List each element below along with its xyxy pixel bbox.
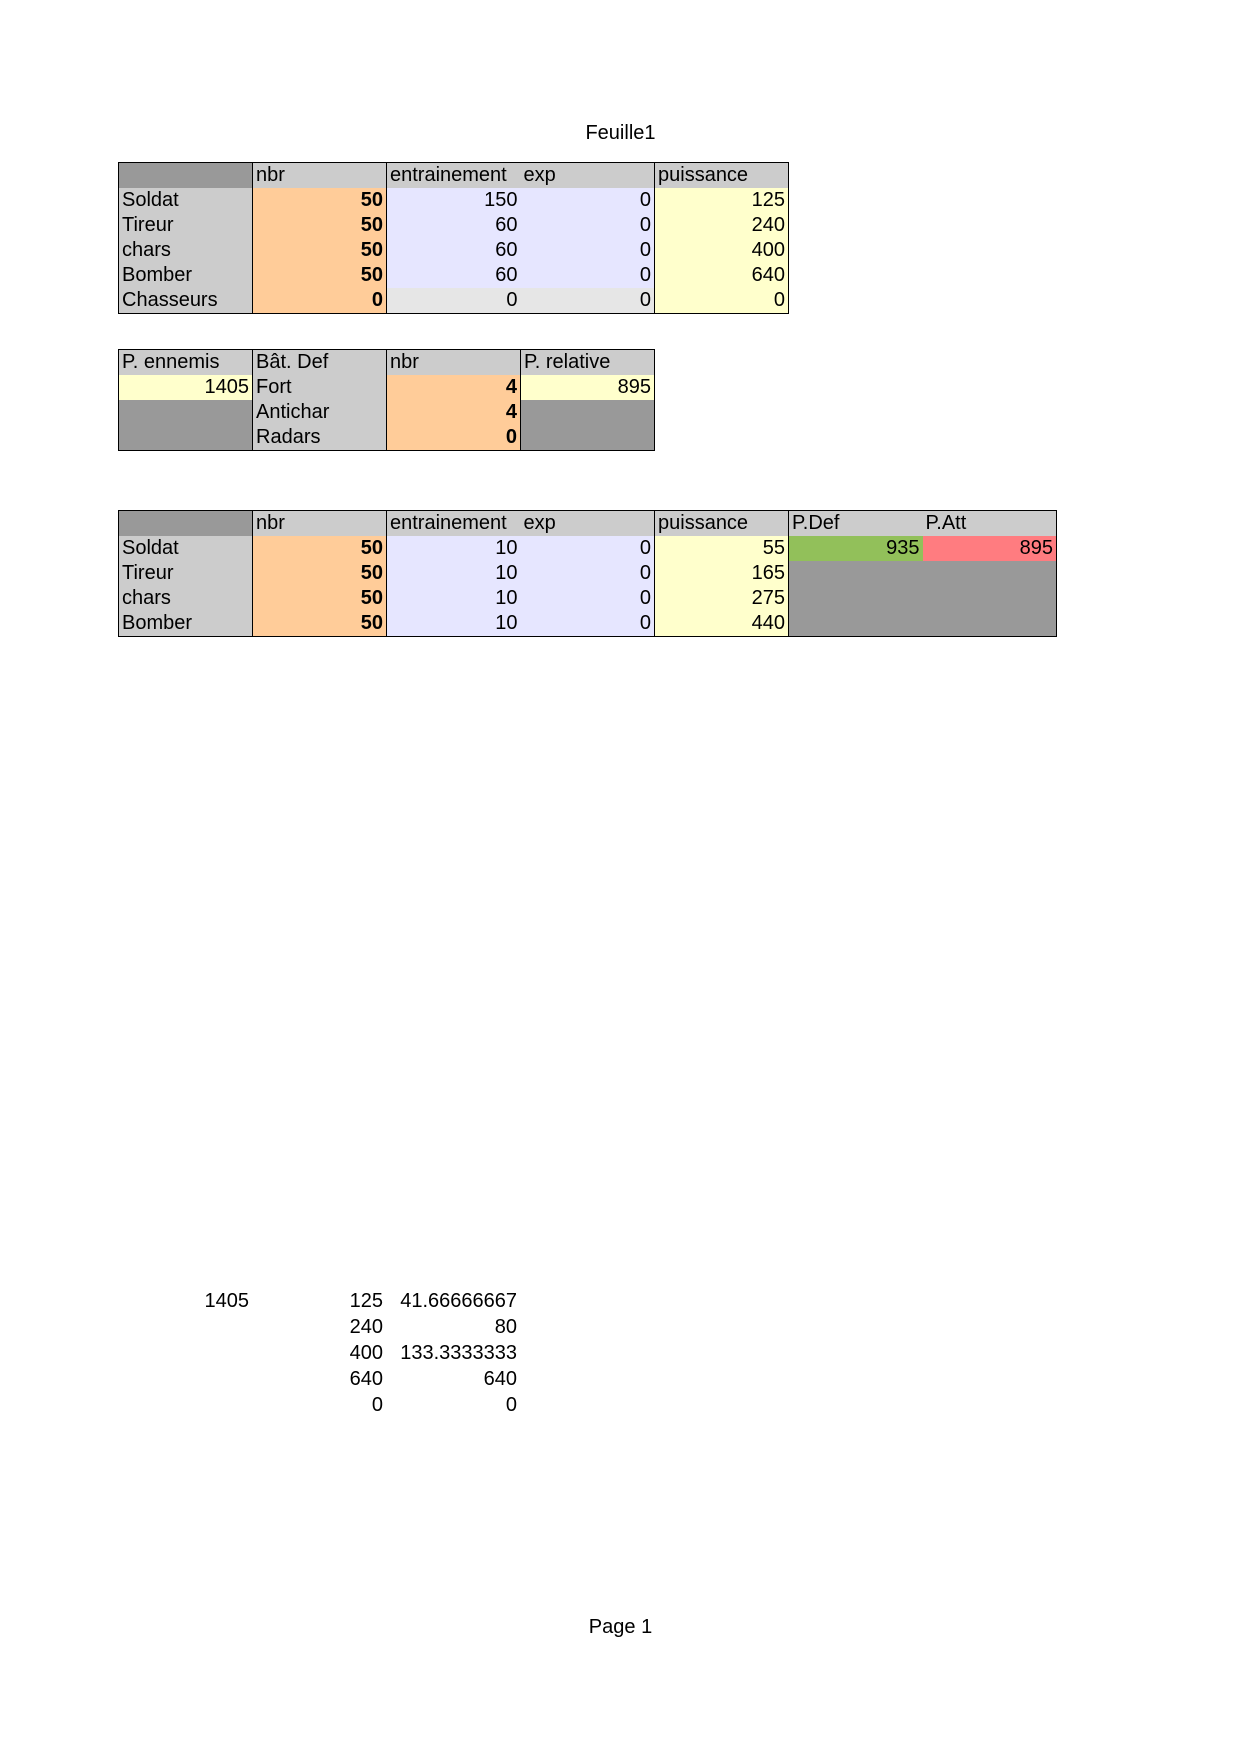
building-label[interactable]: Antichar (253, 400, 387, 425)
building-label[interactable]: Radars (253, 425, 387, 451)
defense-units-table (118, 510, 1057, 637)
calc-value-a[interactable]: 400 (349, 1342, 383, 1364)
exp-cell[interactable]: 0 (521, 536, 655, 561)
puissance-cell[interactable]: 640 (655, 263, 789, 288)
nbr-cell[interactable]: 4 (387, 400, 521, 425)
header-nbr[interactable]: nbr (253, 163, 387, 189)
empty-cell[interactable] (789, 611, 923, 637)
table-row (119, 263, 789, 288)
row-label[interactable]: Tireur (119, 213, 253, 238)
header-exp[interactable]: exp (521, 163, 655, 189)
table-row (119, 536, 1057, 561)
nbr-cell[interactable]: 50 (253, 561, 387, 586)
exp-cell[interactable]: 0 (521, 188, 655, 213)
nbr-cell[interactable]: 50 (253, 586, 387, 611)
empty-cell[interactable] (521, 400, 655, 425)
exp-cell[interactable]: 0 (521, 238, 655, 263)
row-label[interactable]: chars (119, 238, 253, 263)
entrainement-cell[interactable]: 0 (387, 288, 521, 314)
p-att-value[interactable]: 895 (923, 536, 1057, 561)
nbr-cell[interactable]: 50 (253, 611, 387, 637)
attack-units-table (118, 162, 789, 314)
page-title: Feuille1 (585, 122, 656, 144)
nbr-cell[interactable]: 50 (253, 213, 387, 238)
header-puissance[interactable]: puissance (655, 511, 789, 537)
table-row (119, 561, 1057, 586)
exp-cell[interactable]: 0 (521, 611, 655, 637)
calc-row (118, 1288, 520, 1314)
header-p-ennemis[interactable]: P. ennemis (119, 350, 253, 376)
empty-cell[interactable] (118, 1392, 252, 1418)
exp-cell[interactable]: 0 (521, 561, 655, 586)
table-header-row (119, 163, 789, 189)
table-row (119, 213, 789, 238)
calc-value-a[interactable]: 125 (349, 1290, 383, 1312)
table-row (119, 611, 1057, 637)
empty-cell[interactable] (118, 1366, 252, 1392)
empty-cell[interactable] (119, 425, 253, 451)
header-p-def[interactable]: P.Def (789, 511, 923, 537)
puissance-cell[interactable]: 440 (655, 611, 789, 637)
calc-value-a[interactable]: 240 (349, 1316, 383, 1338)
entrainement-cell[interactable]: 10 (387, 561, 521, 586)
defense-buildings-table (118, 349, 655, 451)
header-entrainement[interactable]: entrainement (387, 163, 521, 189)
header-p-relative[interactable]: P. relative (521, 350, 655, 376)
calc-row (118, 1340, 520, 1366)
calc-value-b[interactable]: 133.3333333 (400, 1342, 517, 1364)
puissance-cell[interactable]: 240 (655, 213, 789, 238)
entrainement-cell[interactable]: 60 (387, 263, 521, 288)
exp-cell[interactable]: 0 (521, 213, 655, 238)
empty-cell[interactable] (789, 561, 923, 586)
puissance-cell[interactable]: 0 (655, 288, 789, 314)
puissance-cell[interactable]: 400 (655, 238, 789, 263)
header-corner-cell[interactable] (119, 511, 253, 537)
header-puissance[interactable]: puissance (655, 163, 789, 189)
table-row (119, 425, 655, 451)
row-label[interactable]: chars (119, 586, 253, 611)
table-row (119, 375, 655, 400)
row-label[interactable]: Soldat (119, 188, 253, 213)
puissance-cell[interactable]: 165 (655, 561, 789, 586)
entrainement-cell[interactable]: 150 (387, 188, 521, 213)
header-entrainement[interactable]: entrainement (387, 511, 521, 537)
p-ennemis-value[interactable]: 1405 (119, 375, 253, 400)
header-exp[interactable]: exp (521, 511, 655, 537)
exp-cell[interactable]: 0 (521, 586, 655, 611)
entrainement-cell[interactable]: 10 (387, 586, 521, 611)
entrainement-cell[interactable]: 60 (387, 238, 521, 263)
table-row (119, 238, 789, 263)
entrainement-cell[interactable]: 60 (387, 213, 521, 238)
empty-cell[interactable] (923, 561, 1057, 586)
row-label[interactable]: Tireur (119, 561, 253, 586)
empty-cell[interactable] (118, 1340, 252, 1366)
calc-row (118, 1392, 520, 1418)
puissance-cell[interactable]: 275 (655, 586, 789, 611)
header-corner-cell[interactable] (119, 163, 253, 189)
calc-value-b[interactable]: 640 (483, 1368, 517, 1390)
nbr-cell[interactable]: 50 (253, 188, 387, 213)
empty-cell[interactable] (923, 611, 1057, 637)
table-header-row (119, 511, 1057, 537)
empty-cell[interactable] (521, 425, 655, 451)
empty-cell[interactable] (119, 400, 253, 425)
row-label[interactable]: Bomber (119, 611, 253, 637)
building-label[interactable]: Fort (253, 375, 387, 400)
calculation-block (118, 1288, 520, 1418)
calc-value-b[interactable]: 80 (494, 1316, 517, 1338)
nbr-cell[interactable]: 4 (387, 375, 521, 400)
row-label[interactable]: Bomber (119, 263, 253, 288)
empty-cell[interactable] (789, 586, 923, 611)
exp-cell[interactable]: 0 (521, 288, 655, 314)
nbr-cell[interactable]: 50 (253, 536, 387, 561)
calc-row (118, 1314, 520, 1340)
calc-value-a[interactable]: 640 (349, 1368, 383, 1390)
table-row (119, 288, 789, 314)
calc-value-a[interactable]: 0 (371, 1394, 383, 1416)
nbr-cell[interactable]: 0 (253, 288, 387, 314)
exp-cell[interactable]: 0 (521, 263, 655, 288)
header-bat-def[interactable]: Bât. Def (253, 350, 387, 376)
table-header-row (119, 350, 655, 376)
empty-cell[interactable] (118, 1314, 252, 1340)
nbr-cell[interactable]: 50 (253, 263, 387, 288)
table-row (119, 586, 1057, 611)
header-nbr[interactable]: nbr (387, 350, 521, 376)
calc-row (118, 1366, 520, 1392)
nbr-cell[interactable]: 0 (387, 425, 521, 451)
puissance-cell[interactable]: 125 (655, 188, 789, 213)
p-relative-value[interactable]: 895 (521, 375, 655, 400)
entrainement-cell[interactable]: 10 (387, 536, 521, 561)
calc-value-b[interactable]: 41.66666667 (400, 1290, 517, 1312)
header-nbr[interactable]: nbr (253, 511, 387, 537)
table-row (119, 400, 655, 425)
calc-value-b[interactable]: 0 (505, 1394, 517, 1416)
table-row (119, 188, 789, 213)
nbr-cell[interactable]: 50 (253, 238, 387, 263)
empty-cell[interactable] (923, 586, 1057, 611)
puissance-cell[interactable]: 55 (655, 536, 789, 561)
row-label[interactable]: Soldat (119, 536, 253, 561)
calc-total[interactable]: 1405 (204, 1290, 249, 1312)
page-footer: Page 1 (588, 1616, 653, 1638)
entrainement-cell[interactable]: 10 (387, 611, 521, 637)
p-def-value[interactable]: 935 (789, 536, 923, 561)
row-label[interactable]: Chasseurs (119, 288, 253, 314)
header-p-att[interactable]: P.Att (923, 511, 1057, 537)
